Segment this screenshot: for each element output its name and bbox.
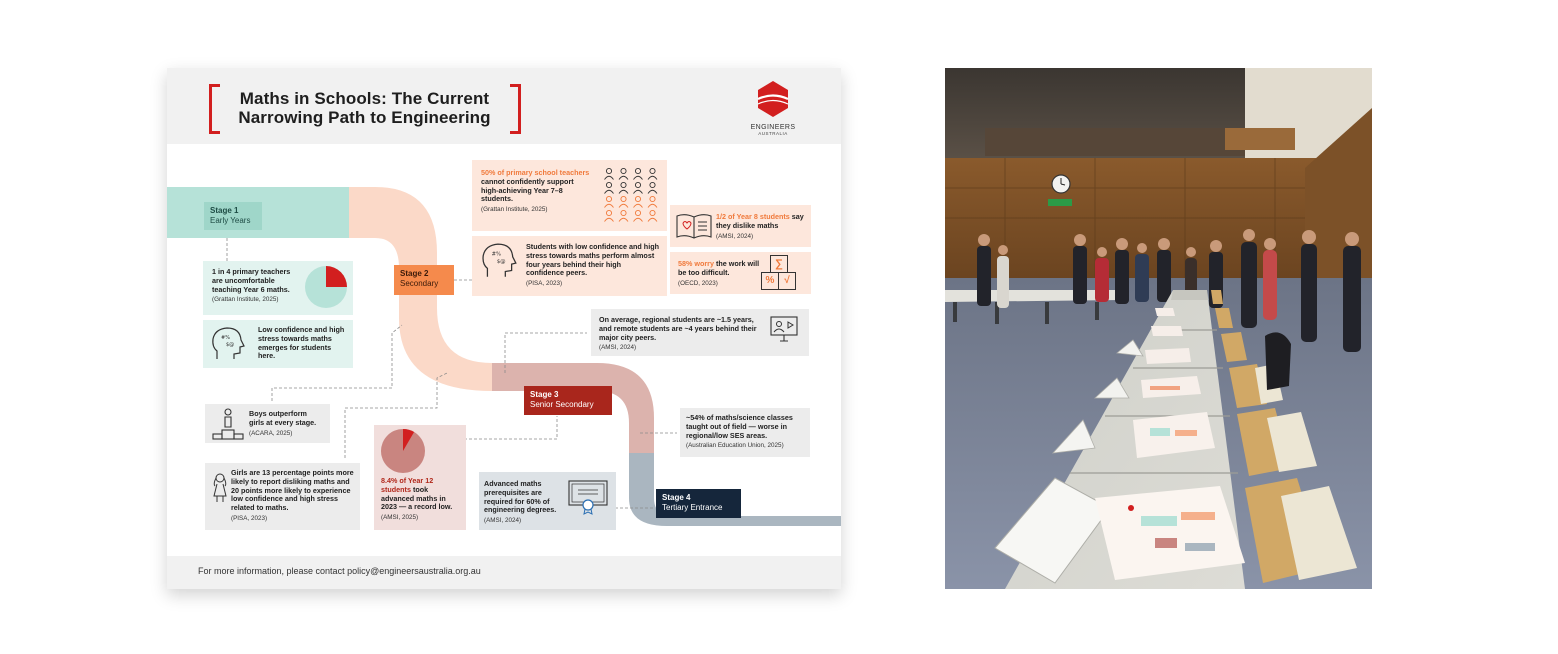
stage-2-label bbox=[394, 265, 454, 295]
person-body-icon bbox=[605, 204, 614, 207]
root-block-icon: √ bbox=[778, 272, 796, 290]
fact-teachers-50-text: cannot confidently support high-achieving Year 7–8 students. bbox=[481, 176, 574, 204]
stage-4-label bbox=[656, 489, 741, 518]
fact-year8-dislike-highlight: 1/2 of Year 8 students bbox=[716, 212, 790, 221]
stage-3-name: Senior Secondary bbox=[530, 400, 594, 409]
podium-icon bbox=[211, 407, 245, 441]
online-learning-icon bbox=[769, 314, 799, 344]
logo-subtitle: AUSTRALIA bbox=[758, 131, 788, 136]
person-body-icon bbox=[619, 218, 628, 221]
stage-2-number: Stage 2 bbox=[400, 269, 429, 278]
person-head-icon bbox=[635, 182, 640, 187]
sigma-block-icon: ∑ bbox=[770, 255, 788, 273]
stage-3-label bbox=[524, 386, 612, 415]
fact-out-of-field-text: ~54% of maths/science classes taught out of field — worse in regional/low SES areas. bbox=[686, 413, 793, 440]
person-head-icon bbox=[635, 168, 640, 173]
person-head-icon bbox=[650, 168, 655, 173]
certificate-icon bbox=[567, 479, 609, 515]
person-head-icon bbox=[621, 210, 626, 215]
stage-1-name: Early Years bbox=[210, 216, 251, 225]
person-body-icon bbox=[648, 190, 657, 193]
pie-year12-icon bbox=[379, 427, 427, 475]
person-head-icon bbox=[635, 196, 640, 201]
stressed-girl-icon bbox=[211, 471, 229, 503]
fact-year12-highlight: 8.4% of Year 12 students bbox=[381, 476, 434, 494]
person-head-icon bbox=[606, 210, 611, 215]
fact-girls-gap-source: (PISA, 2023) bbox=[231, 514, 268, 522]
fact-year8-dislike-source: (AMSI, 2024) bbox=[716, 232, 754, 240]
infographic-poster bbox=[167, 68, 841, 589]
stressed-head-icon-2 bbox=[479, 241, 519, 281]
fact-low-confidence-peers-source: (PISA, 2023) bbox=[526, 280, 563, 288]
stage-4-name: Tertiary Entrance bbox=[662, 503, 723, 512]
person-body-icon bbox=[648, 218, 657, 221]
person-body-icon bbox=[605, 218, 614, 221]
fact-primary-teachers-source: (Grattan Institute, 2025) bbox=[212, 296, 279, 304]
pie-slice-primary-teachers bbox=[326, 266, 347, 287]
person-head-icon bbox=[650, 210, 655, 215]
fact-regional-text: On average, regional students are ~1.5 years, and remote students are ~4 years behind their major city peers. bbox=[599, 315, 757, 342]
fact-girls-gap-text: Girls are 13 percentage points more likely to report disliking maths and 20 points more likely to experience low confidence and high stress related to maths. bbox=[231, 468, 354, 513]
fact-prerequisites-text: Advanced maths prerequisites are required for 60% of engineering degrees. bbox=[484, 479, 557, 515]
person-body-icon bbox=[648, 176, 657, 179]
stressed-head-icon bbox=[209, 325, 247, 363]
person-head-icon bbox=[650, 196, 655, 201]
fact-low-confidence-peers-text: Students with low confidence and high stress towards maths perform almost four years behind their high confidence peers. bbox=[526, 242, 659, 278]
person-body-icon bbox=[619, 204, 628, 207]
person-head-icon bbox=[606, 182, 611, 187]
fact-year12-text: took advanced maths in 2023 — a record low. bbox=[381, 484, 453, 512]
room-photo-illustration bbox=[945, 68, 1372, 589]
pie-quarter-icon bbox=[303, 264, 349, 310]
fact-teachers-50-source: (Grattan Institute, 2025) bbox=[481, 206, 548, 214]
person-head-icon bbox=[635, 210, 640, 215]
person-body-icon bbox=[648, 204, 657, 207]
footer-contact: For more information, please contact policy@engineersaustralia.org.au bbox=[198, 566, 481, 576]
fact-teachers-50-highlight: 50% of primary school teachers bbox=[481, 168, 590, 177]
person-body-icon bbox=[619, 190, 628, 193]
person-head-icon bbox=[606, 168, 611, 173]
fact-out-of-field-source: (Australian Education Union, 2025) bbox=[686, 442, 784, 450]
fact-out-of-field bbox=[680, 408, 810, 457]
fact-year12-source: (AMSI, 2025) bbox=[381, 514, 419, 522]
fact-boys-outperform-text: Boys outperform girls at every stage. bbox=[249, 409, 317, 427]
logo-name: ENGINEERS bbox=[750, 124, 796, 131]
stage-1-label bbox=[204, 202, 262, 230]
person-body-icon bbox=[605, 190, 614, 193]
fact-worry-58-source: (OECD, 2023) bbox=[678, 279, 718, 287]
maths-blocks-icon bbox=[761, 255, 797, 291]
person-head-icon bbox=[650, 182, 655, 187]
stage-2-name: Secondary bbox=[400, 279, 439, 288]
person-body-icon bbox=[634, 204, 643, 207]
fact-low-confidence-early-text: Low confidence and high stress towards maths emerges for students here. bbox=[258, 325, 345, 361]
stage-4-number: Stage 4 bbox=[662, 493, 691, 502]
person-body-icon bbox=[619, 176, 628, 179]
fact-boys-outperform-source: (ACARA, 2025) bbox=[249, 429, 293, 437]
fact-primary-teachers-text: 1 in 4 primary teachers are uncomfortable teaching Year 6 maths. bbox=[212, 267, 291, 294]
person-body-icon bbox=[605, 176, 614, 179]
fact-worry-58-highlight: 58% worry bbox=[678, 259, 714, 268]
person-head-icon bbox=[621, 182, 626, 187]
stage-1-number: Stage 1 bbox=[210, 206, 239, 215]
open-book-icon bbox=[675, 212, 713, 240]
person-body-icon bbox=[634, 218, 643, 221]
poster-title: Maths in Schools: The Current Narrowing Path to Engineering bbox=[238, 89, 491, 127]
person-head-icon bbox=[606, 196, 611, 201]
person-body-icon bbox=[634, 176, 643, 179]
svg-text:#%: #% bbox=[221, 335, 230, 341]
svg-text:#%: #% bbox=[491, 251, 502, 258]
fact-worry-58-text: the work will be too difficult. bbox=[678, 259, 760, 277]
person-head-icon bbox=[621, 196, 626, 201]
classroom-people-icon bbox=[602, 166, 660, 224]
svg-text:$@: $@ bbox=[496, 259, 506, 266]
fact-regional-source: (AMSI, 2024) bbox=[599, 344, 637, 352]
event-room-photo bbox=[945, 68, 1372, 589]
stage-3-number: Stage 3 bbox=[530, 390, 559, 399]
svg-text:$@: $@ bbox=[226, 342, 235, 348]
person-head-icon bbox=[621, 168, 626, 173]
fact-year8-dislike-text: say they dislike maths bbox=[716, 212, 804, 230]
person-body-icon bbox=[634, 190, 643, 193]
fact-prerequisites-source: (AMSI, 2024) bbox=[484, 517, 522, 525]
percent-block-icon: % bbox=[761, 272, 779, 290]
